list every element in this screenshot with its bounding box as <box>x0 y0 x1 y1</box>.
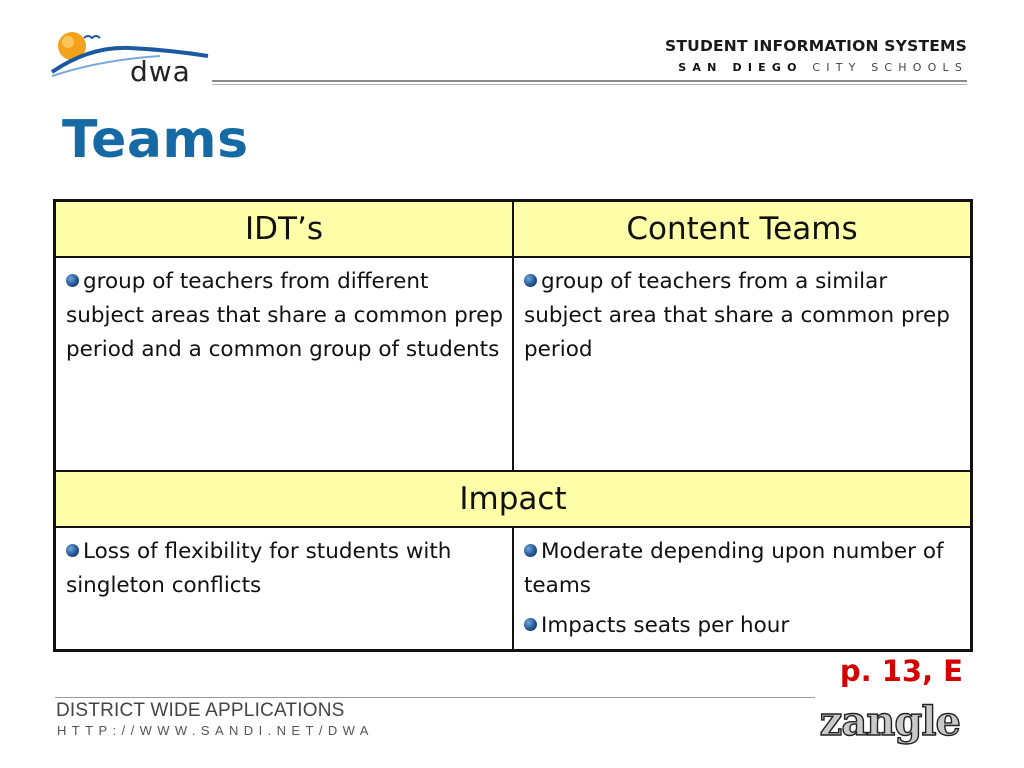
bird-icon <box>84 36 100 38</box>
content-impact-1: Moderate depending upon number of teams <box>524 539 944 598</box>
idt-impact-cell <box>55 527 514 651</box>
bullet-icon <box>524 274 537 287</box>
content-description-cell <box>513 257 972 471</box>
logo-text: dwa <box>130 55 191 86</box>
col-header-idt: IDT’s <box>55 201 514 258</box>
zangle-logo: zangle <box>819 698 960 745</box>
table-row-impact <box>55 527 972 651</box>
bullet-icon <box>66 544 79 557</box>
table-header-row <box>55 201 972 258</box>
dwa-logo <box>50 26 215 86</box>
content-description: group of teachers from a similar subject area that share a common prep period <box>524 269 950 362</box>
table-impact-header-row <box>55 471 972 527</box>
bullet-icon <box>524 544 537 557</box>
bullet-icon <box>524 618 537 631</box>
footer-title: DISTRICT WIDE APPLICATIONS <box>56 700 345 721</box>
impact-header: Impact <box>55 471 972 527</box>
header-subtitle-light: CITY SCHOOLS <box>812 61 968 74</box>
col-header-content-teams: Content Teams <box>513 201 972 258</box>
content-impact-2: Impacts seats per hour <box>541 613 790 638</box>
header-rule <box>212 80 967 82</box>
table-row-description <box>55 257 972 471</box>
slide-title: Teams <box>62 110 249 170</box>
idt-impact: Loss of flexibility for students with singleton conflicts <box>66 539 452 598</box>
footer-rule <box>55 697 815 698</box>
page-reference: p. 13, E <box>839 654 963 688</box>
header-rule-thin <box>212 84 967 85</box>
header-title: STUDENT INFORMATION SYSTEMS <box>665 37 967 55</box>
header-subtitle <box>678 61 968 74</box>
bullet-icon <box>66 274 79 287</box>
content-impact-cell <box>513 527 972 651</box>
idt-description: group of teachers from different subject areas that share a common prep period and a common group of students <box>66 269 504 362</box>
teams-table <box>53 199 973 652</box>
header-subtitle-bold: SAN DIEGO <box>678 61 803 74</box>
idt-description-cell <box>55 257 514 471</box>
footer-url: HTTP://WWW.SANDI.NET/DWA <box>57 723 374 738</box>
